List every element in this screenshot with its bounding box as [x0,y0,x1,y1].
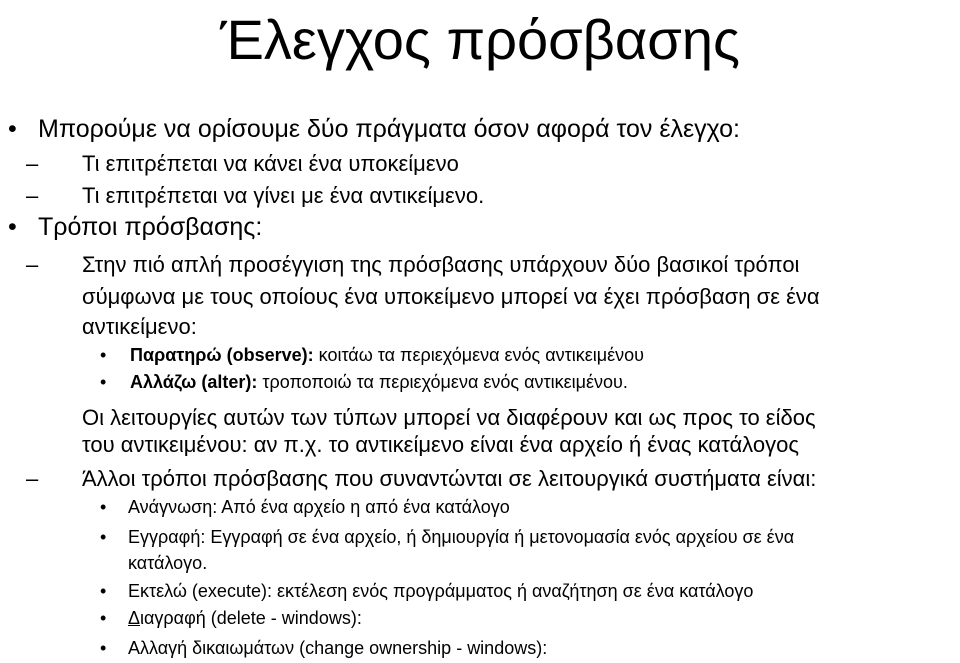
bullet-marker: • [100,581,107,601]
bullet-marker: • [100,608,107,628]
sub-bullet-continuation: του αντικειμένου: αν π.χ. το αντικείμενο είναι ένα αρχείο ή ένας κατάλογος [82,432,799,457]
dash-marker: – [26,466,39,491]
observe-description: κοιτάω τα περιεχόμενα ενός αντικειμένου [313,345,645,365]
bullet-marker: • [100,638,107,658]
dash-marker: – [26,183,39,208]
delete-rest: ιαγραφή (delete - windows): [140,608,362,628]
sub-bullet-continuation: αντικείμενο: [82,314,197,339]
slide-title: Έλεγχος πρόσβασης [220,8,740,71]
term-alter: Αλλάζω (alter): [130,372,258,392]
bullet-text: Τρόποι πρόσβασης: [38,213,263,241]
bullet-marker: • [100,527,107,547]
sub-sub-bullet-text: Ανάγνωση: Από ένα αρχείο η από ένα κατάλογο [128,497,510,517]
bullet-marker: • [8,115,17,143]
sub-bullet-text: Τι επιτρέπεται να γίνει με ένα αντικείμενο. [82,183,485,208]
bullet-marker: • [8,213,17,241]
sub-sub-bullet-continuation: κατάλογο. [128,553,208,573]
sub-sub-bullet-text: Αλλαγή δικαιωμάτων (change ownership - windows): [128,638,548,658]
sub-bullet-text: Τι επιτρέπεται να κάνει ένα υποκείμενο [82,151,459,176]
sub-sub-bullet-text: Εκτελώ (execute): εκτέλεση ενός προγράμματος ή αναζήτηση σε ένα κατάλογο [128,581,754,601]
delete-initial: Δ [128,608,141,628]
sub-sub-bullet-text [128,607,362,630]
sub-bullet-text: Στην πιό απλή προσέγγιση της πρόσβασης υπάρχουν δύο βασικοί τρόποι [82,252,800,277]
dash-marker: – [26,252,39,277]
sub-sub-bullet-text: Εγγραφή: Εγγραφή σε ένα αρχείο, ή δημιουργία ή μετονομασία ενός αρχείου σε ένα [128,527,795,547]
dash-marker: – [26,151,39,176]
alter-description: τροποποιώ τα περιεχόμενα ενός αντικειμένου. [257,372,628,392]
sub-bullet-text: Άλλοι τρόποι πρόσβασης που συναντώνται σε λειτουργικά συστήματα είναι: [82,466,817,491]
bullet-marker: • [100,345,107,365]
sub-bullet-continuation: Οι λειτουργίες αυτών των τύπων μπορεί να διαφέρουν και ως προς το είδος [82,405,816,430]
sub-bullet-continuation: σύμφωνα με τους οποίους ένα υποκείμενο μπορεί να έχει πρόσβαση σε ένα [82,284,820,309]
bullet-text: Μπορούμε να ορίσουμε δύο πράγματα όσον αφορά τον έλεγχο: [38,115,740,143]
term-observe: Παρατηρώ (observe): [130,345,314,365]
sub-sub-bullet-text [130,371,628,394]
bullet-marker: • [100,372,107,392]
bullet-marker: • [100,497,107,517]
sub-sub-bullet-text [130,344,644,367]
